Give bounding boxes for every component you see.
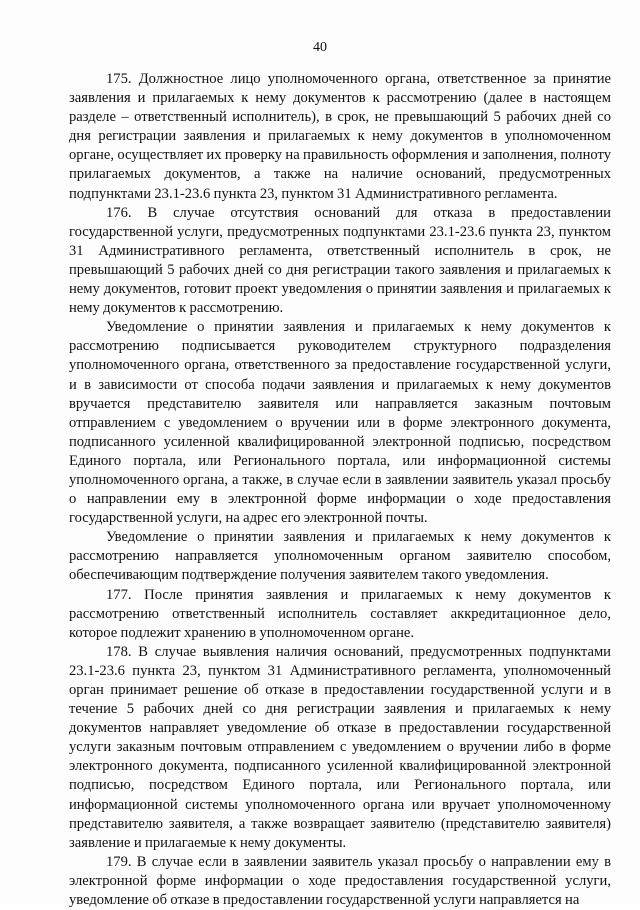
paragraph-179: 179. В случае если в заявлении заявитель указал просьбу о направлении ему в электронной форме информации о ходе предоставления государственной услуги, уведомление об отказе в предоставлении государственной услуги направляется на <box>69 853 611 909</box>
paragraph-178: 178. В случае выявления наличия оснований, предусмотренных подпунктами 23.1-23.6 пункта 23, пунктом 31 Административного регламента, уполномоченный орган принимает решение об отказе в предоставлении государственной услуги и в течение 5 рабочих дней со дня регистрации заявления и прилагаемых к нему документов направляет уведомление об отказе в предоставлении государственной услуги заказным почтовым отправлением с уведомлением о вручении либо в форме электронного документа, подписанного усиленной квалифицированной электронной подписью, посредством Единого портала, или Регионального портала, или информационной системы уполномоченного органа или вручает уполномоченному представителю заявителя, а также возвращает заявителю (представителю заявителя) заявление и прилагаемые к нему документы. <box>69 643 611 851</box>
paragraph-notification-confirmation: Уведомление о принятии заявления и прилагаемых к нему документов к рассмотрению направляется уполномоченным органом заявителю способом, обеспечивающим подтверждение получения заявителем такого уведомления. <box>69 529 611 584</box>
document-body <box>69 70 611 910</box>
paragraph-177: 177. После принятия заявления и прилагаемых к нему документов к рассмотрению ответственный исполнитель составляет аккредитационное дело, которое подлежит хранению в уполномоченном органе. <box>69 586 611 641</box>
paragraph-176: 176. В случае отсутствия оснований для отказа в предоставлении государственной услуги, предусмотренных подпунктами 23.1-23.6 пункта 23, пунктом 31 Административного регламента, ответственный исполнитель в срок, не превышающий 5 рабочих дней со дня регистрации такого заявления и прилагаемых к нему документов, готовит проект уведомления о принятии заявления и прилагаемых к нему документов к рассмотрению. <box>69 204 611 317</box>
paragraph-175: 175. Должностное лицо уполномоченного органа, ответственное за принятие заявления и прилагаемых к нему документов к рассмотрению (далее в настоящем разделе – ответственный исполнитель), в срок, не превышающий 5 рабочих дней со дня регистрации заявления и прилагаемых к нему документов в уполномоченном органе, осуществляет их проверку на правильность оформления и заполнения, полноту прилагаемых документов, а также на наличие оснований, предусмотренных подпунктами 23.1-23.6 пункта 23, пунктом 31 Административного регламента. <box>69 71 611 202</box>
page-number: 40 <box>313 40 327 55</box>
paragraph-notification-delivery: Уведомление о принятии заявления и прилагаемых к нему документов к рассмотрению подписывается руководителем структурного подразделения уполномоченного органа, ответственного за предоставление государственной услуги, и в зависимости от способа подачи заявления и прилагаемых к нему документов вручается представителю заявителя или направляется заказным почтовым отправлением с уведомлением о вручении или в форме электронного документа, подписанного усиленной квалифицированной электронной подписью, посредством Единого портала, или Регионального портала, или информационной системы уполномоченного органа, а также, в случае если в заявлении заявитель указал просьбу о направлении ему в электронной форме информации о ходе предоставления государственной услуги, на адрес его электронной почты. <box>69 319 611 527</box>
